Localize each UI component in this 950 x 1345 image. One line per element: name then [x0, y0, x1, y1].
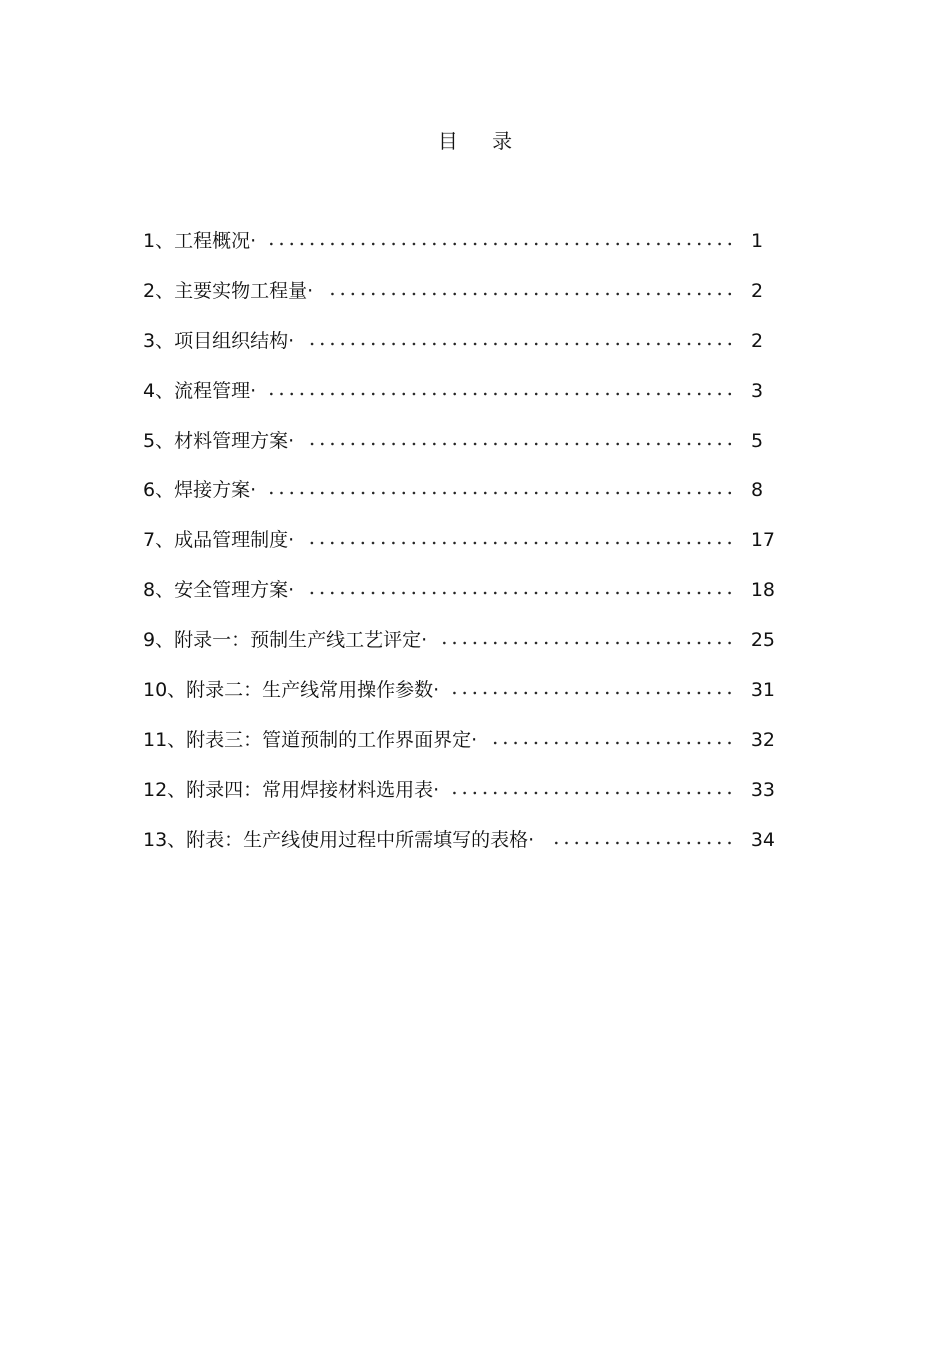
toc-entry-label: 2、主要实物工程量· — [143, 279, 314, 302]
dot-leader — [441, 625, 735, 655]
toc-entry-label: 10、附录二：生产线常用操作参数· — [143, 679, 440, 702]
dot-leader — [308, 525, 735, 555]
toc-entry-page-number: 25 — [750, 629, 775, 652]
toc-entry — [143, 625, 775, 655]
toc-entry — [143, 276, 775, 306]
toc-entry — [143, 475, 775, 505]
toc-entry-page-number: 33 — [750, 778, 775, 801]
toc-entry — [143, 675, 775, 705]
dot-leader — [270, 376, 735, 406]
toc-entry — [143, 376, 775, 406]
toc-entry — [143, 226, 775, 256]
dot-leader — [491, 725, 735, 755]
dot-leader — [270, 226, 735, 256]
toc-entry-page-number: 5 — [751, 429, 764, 452]
toc-entry-page-number: 34 — [750, 828, 775, 851]
dot-leader — [270, 475, 735, 505]
dot-leader — [308, 575, 735, 605]
dot-leader — [327, 276, 735, 306]
toc-entry — [143, 575, 775, 605]
toc-entry — [143, 825, 775, 855]
toc-title: 目 录 — [437, 129, 527, 153]
toc-entry-page-number: 8 — [751, 479, 764, 502]
toc-entry-page-number: 31 — [750, 679, 775, 702]
dot-leader — [453, 775, 735, 805]
toc-entry-label: 4、流程管理· — [143, 379, 257, 402]
toc-entry-page-number: 32 — [750, 728, 775, 751]
toc-entry-label: 12、附录四：常用焊接材料选用表· — [143, 778, 440, 801]
table-of-contents — [143, 226, 775, 875]
toc-entry-page-number: 1 — [751, 230, 764, 252]
toc-entry-page-number: 2 — [751, 279, 764, 302]
toc-entry-page-number: 3 — [751, 379, 764, 402]
toc-entry — [143, 775, 775, 805]
toc-entry-label: 11、附表三：管道预制的工作界面界定· — [143, 728, 478, 751]
toc-entry — [143, 426, 775, 456]
toc-entry-label: 3、项目组织结构· — [143, 329, 295, 352]
toc-entry-label: 5、材料管理方案· — [143, 429, 295, 452]
toc-entry-label: 7、成品管理制度· — [143, 529, 295, 552]
dot-leader — [308, 326, 735, 356]
dot-leader — [308, 426, 735, 456]
toc-entry-page-number: 17 — [750, 529, 775, 552]
toc-entry-page-number: 18 — [750, 579, 775, 602]
dot-leader — [548, 825, 735, 855]
toc-entry — [143, 525, 775, 555]
toc-entry-label: 8、安全管理方案· — [143, 579, 295, 602]
toc-entry-label: 1、工程概况· — [143, 230, 257, 252]
toc-entry — [143, 326, 775, 356]
toc-entry-label: 9、附录一：预制生产线工艺评定· — [143, 629, 428, 652]
toc-entry-label: 13、附表：生产线使用过程中所需填写的表格· — [143, 828, 535, 851]
dot-leader — [453, 675, 735, 705]
toc-entry — [143, 725, 775, 755]
toc-entry-page-number: 2 — [751, 329, 764, 352]
toc-entry-label: 6、焊接方案· — [143, 479, 257, 502]
